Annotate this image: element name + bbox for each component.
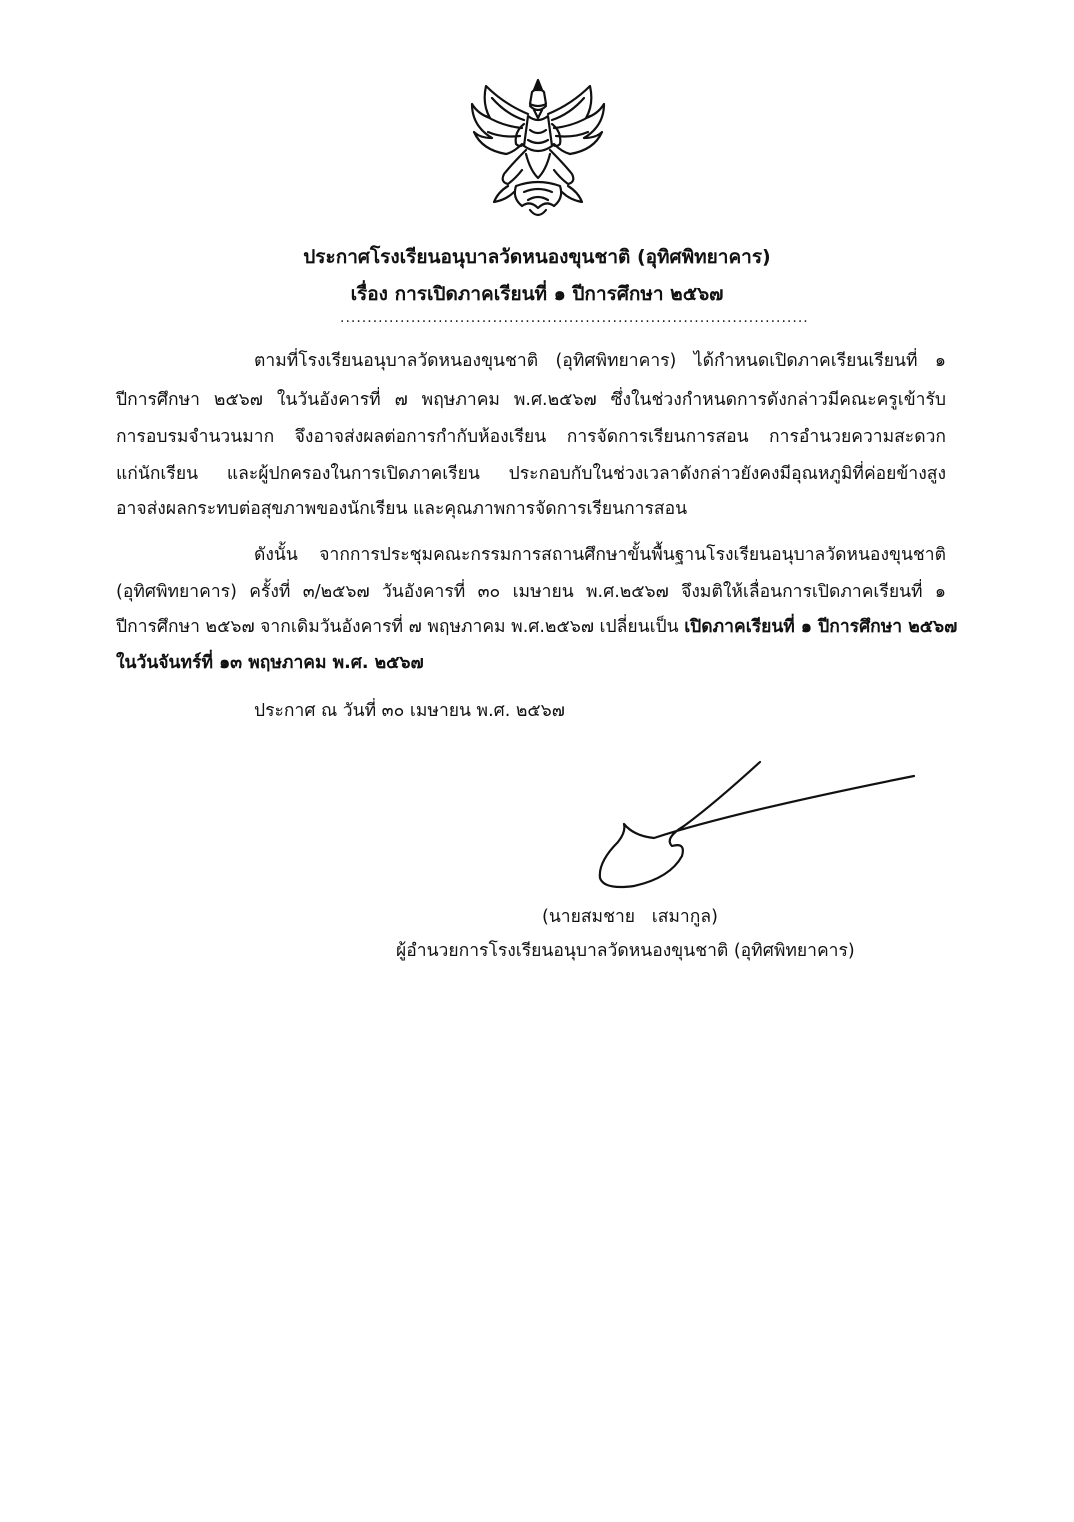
paragraph2-line2: (อุทิศพิทยาคาร) ครั้งที่ ๓/๒๕๖๗ วันอังคารที่ ๓๐ เมษายน พ.ศ.๒๕๖๗ จึงมติให้เลื่อนการเปิดภาคเรียนที่ ๑ [116, 582, 946, 602]
paragraph1-line5: อาจส่งผลกระทบต่อสุขภาพของนักเรียน และคุณภาพการจัดการเรียนการสอน [116, 499, 688, 519]
separator-dotted-line: ...................................................................................... [340, 310, 809, 326]
paragraph1-line3: การอบรมจำนวนมาก จึงอาจส่งผลต่อการกำกับห้องเรียน การจัดการเรียนการสอน การอำนวยความสะดวก [116, 427, 946, 447]
paragraph1-line1: ตามที่โรงเรียนอนุบาลวัดหนองขุนชาติ (อุทิศพิทยาคาร) ได้กำหนดเปิดภาคเรียนเรียนที่ ๑ [254, 351, 946, 371]
announcement-title: ประกาศโรงเรียนอนุบาลวัดหนองขุนชาติ (อุทิศพิทยาคาร) [303, 246, 771, 268]
signer-position: ผู้อำนวยการโรงเรียนอนุบาลวัดหนองขุนชาติ (อุทิศพิทยาคาร) [396, 941, 855, 961]
handwritten-signature-icon [594, 752, 924, 892]
paragraph2-line1: ดังนั้น จากการประชุมคณะกรรมการสถานศึกษาขั้นพื้นฐานโรงเรียนอนุบาลวัดหนองขุนชาติ [254, 545, 946, 565]
paragraph2-line4-bold: ในวันจันทร์ที่ ๑๓ พฤษภาคม พ.ศ. ๒๕๖๗ [116, 653, 424, 673]
signer-name: (นายสมชาย เสมากูล) [542, 907, 718, 927]
paragraph1-line4: แก่นักเรียน และผู้ปกครองในการเปิดภาคเรียน ประกอบกับในช่วงเวลาดังกล่าวยังคงมีอุณหภูมิที่ค่อยข้างสูง [116, 464, 946, 484]
paragraph2-line3 [116, 614, 957, 640]
paragraph1-line2: ปีการศึกษา ๒๕๖๗ ในวันอังคารที่ ๗ พฤษภาคม พ.ศ.๒๕๖๗ ซึ่งในช่วงกำหนดการดังกล่าวมีคณะครูเข้ารับ [116, 390, 946, 410]
announcement-subject: เรื่อง การเปิดภาคเรียนที่ ๑ ปีการศึกษา ๒๕๖๗ [350, 283, 724, 305]
announcement-date: ประกาศ ณ วันที่ ๓๐ เมษายน พ.ศ. ๒๕๖๗ [254, 701, 565, 721]
paragraph2-line3-text: ปีการศึกษา ๒๕๖๗ จากเดิมวันอังคารที่ ๗ พฤษภาคม พ.ศ.๒๕๖๗ เปลี่ยนเป็น [116, 617, 685, 637]
paragraph2-line3-bold-text: เปิดภาคเรียนที่ ๑ ปีการศึกษา ๒๕๖๗ [684, 617, 958, 637]
garuda-emblem-icon [464, 74, 612, 224]
